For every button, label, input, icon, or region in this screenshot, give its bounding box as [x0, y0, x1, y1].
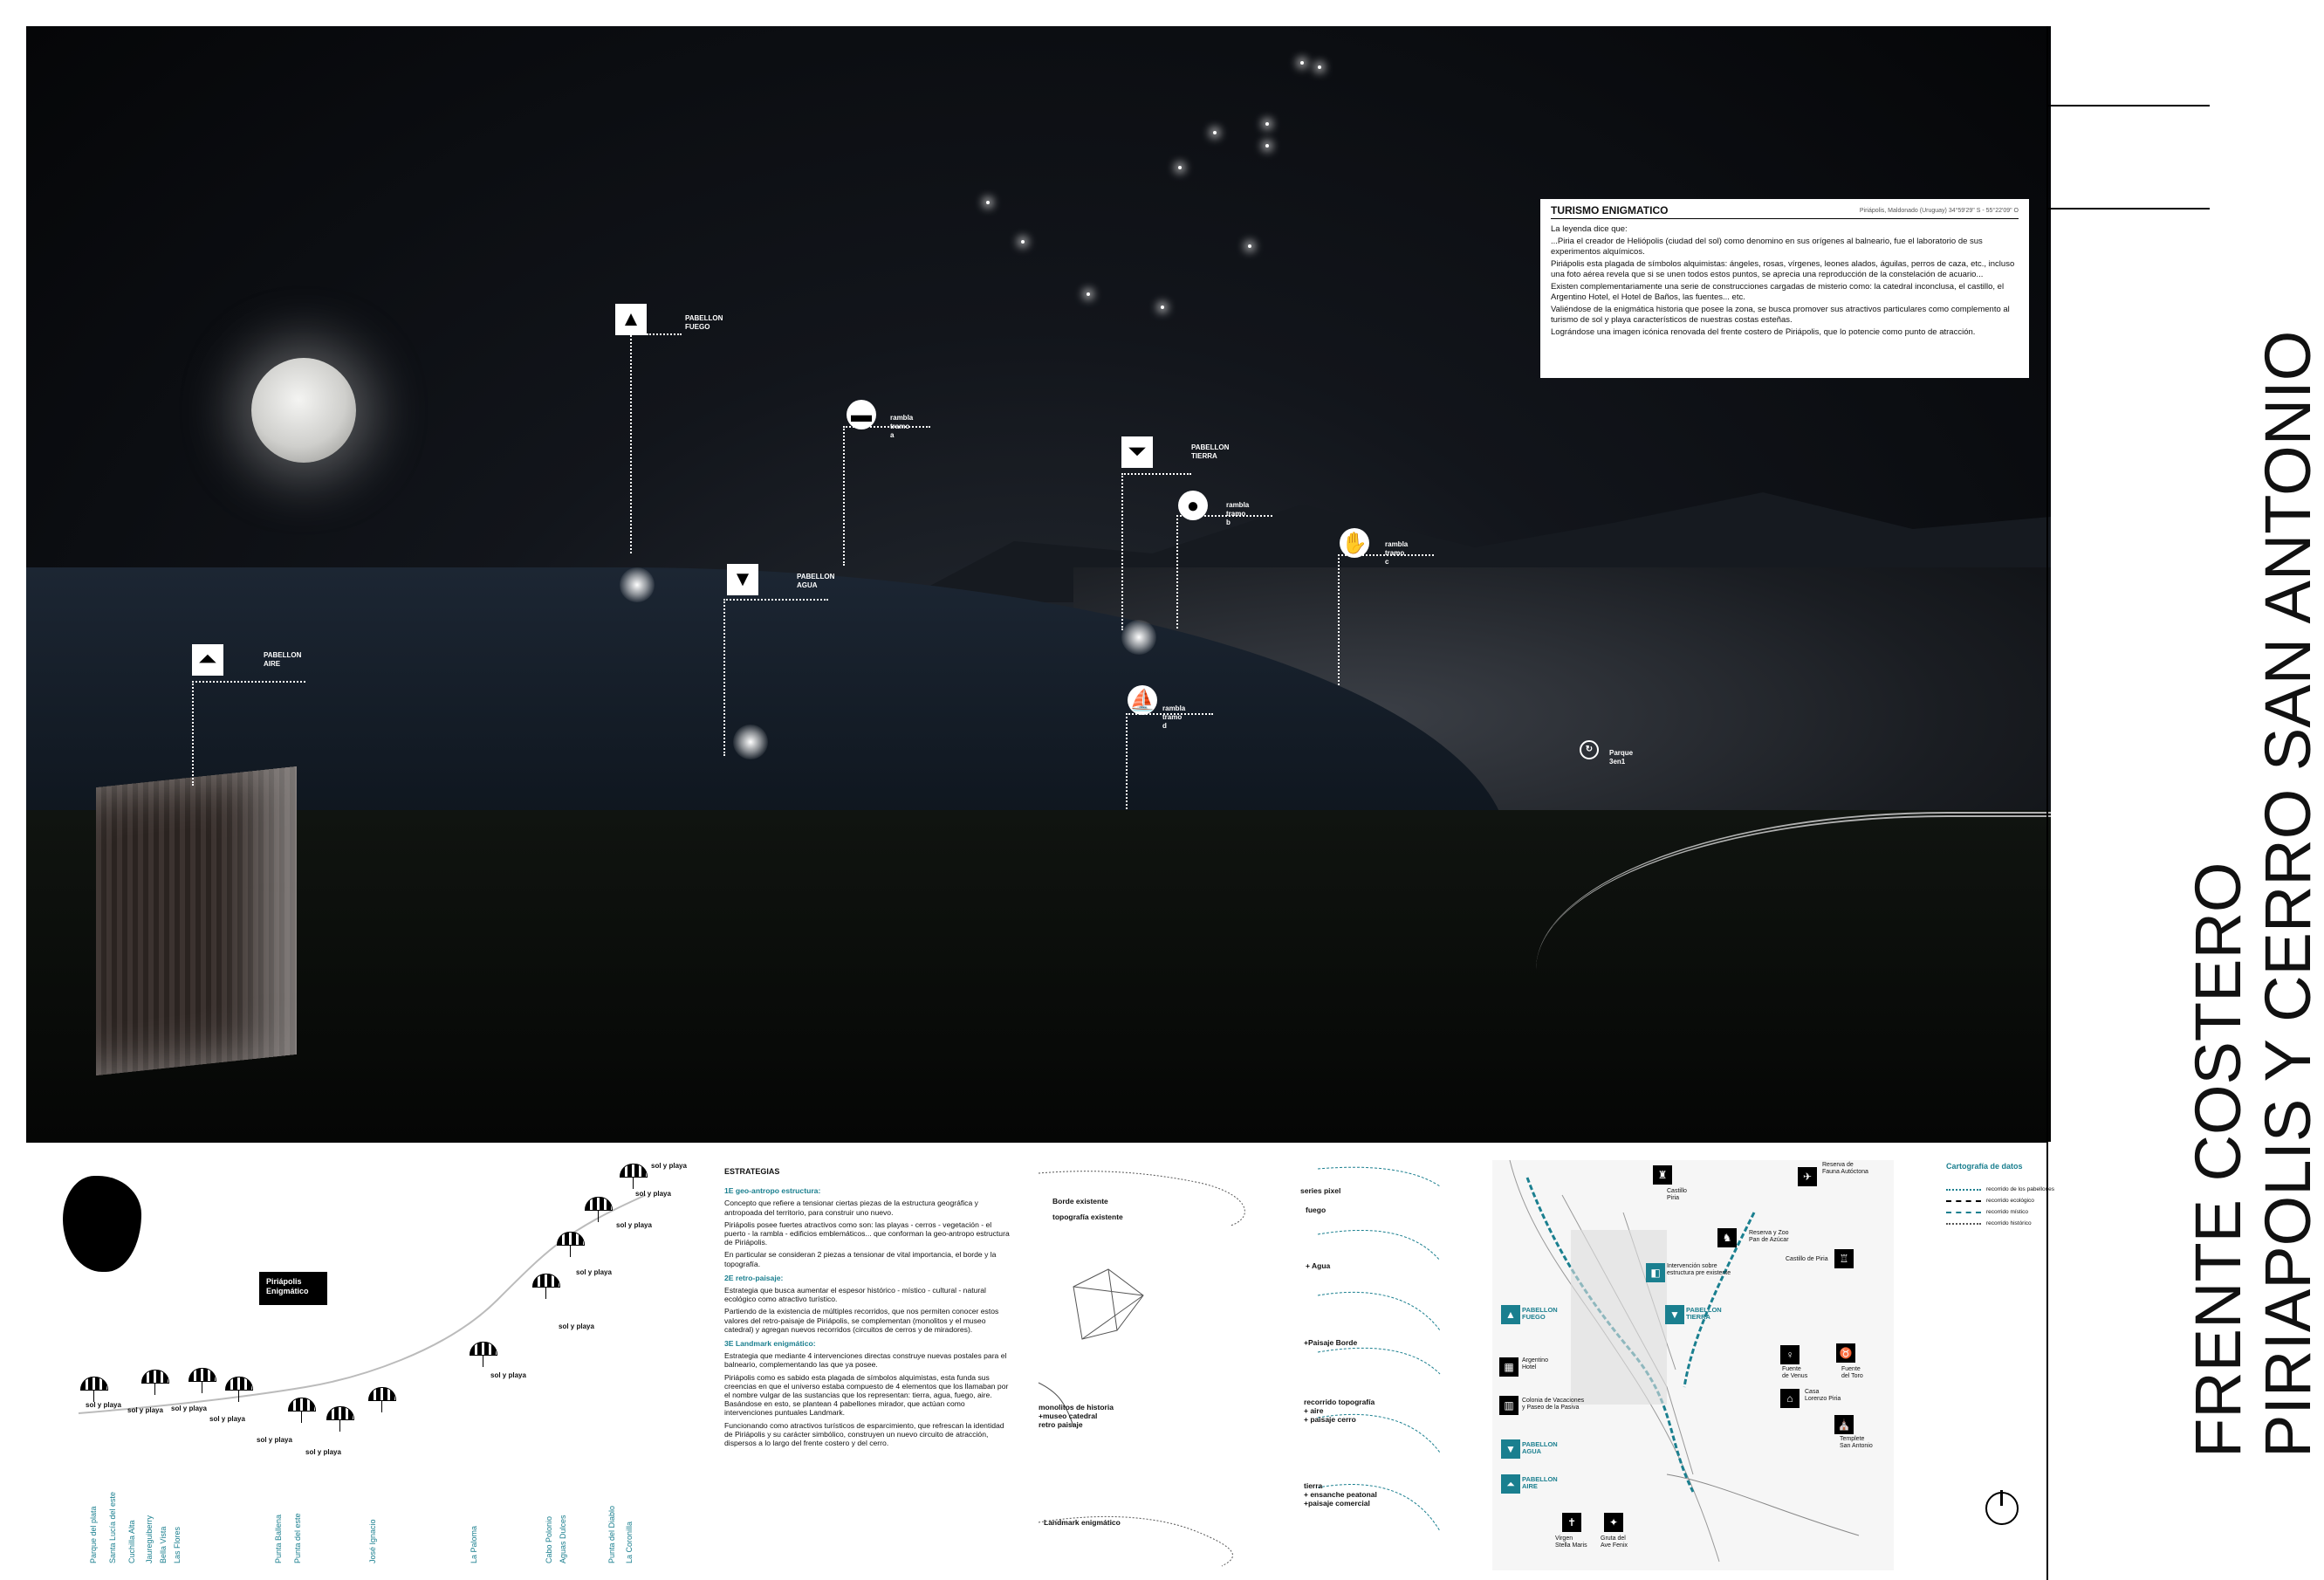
info-box — [1540, 199, 2029, 378]
map-label: Fuente de Venus — [1782, 1366, 1808, 1379]
diagram-label: Borde existente — [1052, 1197, 1108, 1206]
strategy-paragraph: Partiendo de la existencia de múltiples recorridos, que nos permiten conocer estos valores del retro-paisaje de Piriápolis, se complementan (monolitos y el museo catedral) y agregan nuevos recorridos (circuitos de cerros y de miradores). — [724, 1307, 999, 1334]
sol-y-playa: sol y playa — [616, 1221, 652, 1229]
sol-y-playa: sol y playa — [257, 1436, 292, 1444]
info-location: Piriápolis, Maldonado (Uruguay) 34°59'29" S - 55°22'09" O — [1859, 208, 2019, 214]
star — [1300, 61, 1304, 65]
map-label: Intervención sobre estructura pre existente — [1667, 1263, 1731, 1276]
umbrella-icon — [620, 1164, 648, 1178]
sol-y-playa: sol y playa — [490, 1371, 526, 1379]
sol-y-playa: sol y playa — [86, 1401, 121, 1409]
legend-swatch — [1946, 1223, 1981, 1225]
marker-label: rambla tramo c — [1385, 540, 1409, 566]
beach-label: Punta del Diablo — [607, 1505, 616, 1563]
legend-row — [1946, 1198, 2068, 1204]
page-title — [2183, 331, 2323, 1458]
beach-label: Bella Vista — [159, 1526, 168, 1563]
marker-rambla-a[interactable] — [847, 400, 914, 439]
legend-swatch — [1946, 1200, 1981, 1202]
beach-label: Cabo Polonio — [545, 1515, 553, 1563]
marker-label: rambla tramo d — [1162, 704, 1186, 730]
map-streets — [1492, 1160, 1894, 1570]
pabellon-aire-render — [96, 766, 297, 1075]
tower-icon: ♖ — [1834, 1249, 1854, 1268]
bull-icon: ♉ — [1836, 1343, 1855, 1363]
diagram-label: + Agua — [1306, 1261, 1331, 1270]
moon — [251, 358, 356, 463]
leader-line — [630, 335, 632, 553]
map-legend — [1946, 1162, 2068, 1232]
diagram-label: monolitos de historia +museo catedral retro paisaje — [1039, 1403, 1114, 1429]
info-p2: ...Piria el creador de Heliópolis (ciudad del sol) como denomino en sus orígenes al balneario, fue el laboratorio de sus experimentos alquímicos. — [1551, 237, 1983, 257]
sol-y-playa: sol y playa — [127, 1406, 163, 1414]
triangle-down-icon: ▼ — [1501, 1439, 1520, 1459]
legend-swatch — [1946, 1212, 1981, 1213]
leader-line — [1176, 515, 1272, 517]
leader-line — [723, 599, 828, 601]
marker-rambla-b[interactable] — [1178, 491, 1250, 526]
star — [986, 201, 990, 204]
strategy-paragraph: Concepto que refiere a tensionar ciertas piezas de la estructura geográfica y antropoada del territorio, para construir uno nuevo. — [724, 1199, 978, 1217]
diagram-label: fuego — [1306, 1206, 1327, 1214]
strategy-paragraph: Piriápolis posee fuertes atractivos como son: las playas - cerros - vegetación - el puerto - la rambla - edificios emblemáticos... que conforman la geo-antropo estructura de Piriápolis. — [724, 1219, 1010, 1247]
intervention-icon: ◧ — [1646, 1263, 1665, 1282]
diagram-column-1 — [1039, 1164, 1265, 1566]
beach-label: Santa Lucía del este — [108, 1491, 117, 1563]
marker-pabellon-tierra[interactable] — [1121, 436, 1230, 468]
diagram-label: recorrido topografía + aire + paisaje cerro — [1304, 1398, 1375, 1424]
marker-label: rambla tramo a — [890, 414, 914, 439]
sol-y-playa: sol y playa — [576, 1268, 612, 1276]
leader-line — [1338, 554, 1340, 685]
marker-rambla-d[interactable] — [1128, 685, 1186, 730]
info-title: TURISMO ENIGMATICO — [1551, 204, 1669, 216]
leader-line — [843, 426, 845, 566]
leader-line — [1176, 515, 1178, 629]
legend-label: recorrido de los pabellones — [1986, 1186, 2055, 1192]
marker-label: Parque 3en1 — [1609, 749, 1634, 766]
map-label: Argentino Hotel — [1522, 1357, 1548, 1370]
statue-icon: ♀ — [1780, 1345, 1800, 1364]
triangle-line-icon: ⏶ — [192, 644, 223, 676]
bird-icon: ✈ — [1798, 1167, 1817, 1186]
night-render — [26, 26, 2051, 1142]
city-map — [1492, 1160, 1894, 1570]
legend-row — [1946, 1220, 2068, 1226]
sol-y-playa: sol y playa — [559, 1322, 594, 1330]
strategy-paragraph: Funcionando como atractivos turísticos de esparcimiento, que refrescan la identidad de Piriápolis y su carácter simbólico, construyen un nuevo circuito de atracción, dispersos a lo largo del frente costero y del cerro. — [724, 1420, 1004, 1448]
triangle-up-icon: ▲ — [1501, 1305, 1520, 1324]
strategies-heading: ESTRATEGIAS — [724, 1167, 780, 1176]
map-label: Reserva de Fauna Autóctona — [1822, 1162, 1868, 1175]
marker-label: PABELLON AGUA — [797, 573, 835, 589]
marker-label: PABELLON TIERRA — [1191, 443, 1230, 460]
light-glow — [1121, 620, 1156, 655]
info-p1: La leyenda dice que: — [1551, 223, 1628, 234]
map-label: Templete San Antonio — [1840, 1436, 1873, 1449]
strategy-title: 3E Landmark enigmático: — [724, 1339, 816, 1349]
strategy-paragraph: Piriápolis como es sabido esta plagada de símbolos alquimistas, esta funda sus creencias en que el universo estaba compuesto de 4 elementos que los llamaban por el nombre vulgar de las sustancias que los representan: tierra, agua, fuego, aire. Basándose en esto, se plantean 4 pabellones mirador, que actúan como intervenciones puntuales Landmark. — [724, 1372, 1009, 1418]
sol-y-playa: sol y playa — [305, 1448, 341, 1456]
bottom-panels — [26, 1142, 2055, 1579]
star — [1178, 166, 1182, 169]
leader-line — [647, 333, 682, 335]
light-glow — [733, 725, 768, 759]
beach-label: Punta Ballena — [274, 1514, 283, 1563]
triangle-down-line-icon: ⏷ — [1121, 436, 1153, 468]
map-pavilion-label: PABELLON TIERRA — [1686, 1306, 1722, 1321]
leader-line — [192, 681, 305, 683]
marker-label: PABELLON FUEGO — [685, 314, 723, 331]
strategy-title: 1E geo-antropo estructura: — [724, 1186, 821, 1196]
castle-icon: ♜ — [1653, 1165, 1672, 1185]
star — [1248, 244, 1251, 248]
leader-line — [1121, 473, 1191, 475]
triangle-down-icon: ▼ — [727, 564, 758, 595]
building-icon: ▥ — [1499, 1396, 1518, 1415]
map-label: Gruta del Ave Fenix — [1601, 1535, 1628, 1549]
legend-label: recorrido histórico — [1986, 1220, 2032, 1226]
spiral-icon: ↻ — [1580, 740, 1599, 759]
leader-line — [192, 681, 194, 786]
person-icon: ● — [1178, 491, 1208, 520]
marker-pabellon-fuego[interactable] — [615, 304, 723, 335]
beach-label: Aguas Dulces — [559, 1515, 567, 1563]
beach-label: Cuchilla Alta — [127, 1520, 136, 1563]
info-p4: Existen complementariamente una serie de construcciones cargadas de misterio como: la catedral inconclusa, el castillo, el Argentino Hotel, el Hotel de Baños, las fuentes... etc. — [1551, 282, 2005, 302]
map-label: Castillo Piria — [1667, 1188, 1687, 1201]
leader-line — [723, 599, 725, 756]
legend-label: recorrido ecológico — [1986, 1198, 2034, 1204]
triangle-up-icon: ▲ — [615, 304, 647, 335]
marker-parque[interactable] — [1580, 740, 1634, 766]
star — [1265, 122, 1269, 126]
info-p6: Lográndose una imagen icónica renovada del frente costero de Piriápolis, que lo potencie como punto de atracción. — [1551, 327, 1976, 337]
beach-label: Punta del este — [293, 1513, 302, 1563]
pin-label: Piriápolis Enigmático — [266, 1277, 309, 1295]
beach-label: La Paloma — [470, 1525, 478, 1563]
legend-row — [1946, 1186, 2068, 1192]
power-icon — [1985, 1492, 2019, 1525]
sol-y-playa: sol y playa — [171, 1405, 207, 1412]
beach-label: Jaureguiberry — [145, 1515, 154, 1563]
legend-label: recorrido místico — [1986, 1209, 2029, 1215]
bus-icon: ▬ — [847, 400, 876, 429]
virgin-icon: ✝ — [1562, 1513, 1581, 1532]
house-icon: ⌂ — [1780, 1389, 1800, 1408]
marker-pabellon-aire[interactable] — [192, 644, 302, 676]
beach-label: La Coronilla — [625, 1521, 634, 1563]
map-label: Reserva y Zoo Pan de Azúcar — [1749, 1230, 1789, 1243]
legend-row — [1946, 1209, 2068, 1215]
legend-title: Cartografía de datos — [1946, 1162, 2023, 1171]
beach-label: Parque del plata — [89, 1506, 98, 1563]
leader-line — [1126, 713, 1213, 715]
map-label: Castillo de Piria — [1786, 1256, 1828, 1262]
marker-pabellon-agua[interactable] — [727, 564, 835, 595]
marker-rambla-c[interactable] — [1340, 528, 1409, 566]
leader-line — [1121, 473, 1123, 630]
map-pavilion-label: PABELLON AGUA — [1522, 1440, 1558, 1455]
marker-label: PABELLON AIRE — [264, 651, 302, 668]
map-label: Colonia de Vacaciones y Paseo de la Pasiva — [1522, 1398, 1585, 1411]
sailboat-icon: ⛵ — [1128, 685, 1157, 715]
diagram-label: +Paisaje Borde — [1304, 1338, 1358, 1347]
map-pavilion-label: PABELLON FUEGO — [1522, 1306, 1558, 1321]
map-label: Fuente del Toro — [1841, 1366, 1863, 1379]
title-line-2: PIRIAPOLIS Y CERRO SAN ANTONIO — [2252, 330, 2324, 1458]
info-p5: Valiéndose de la enigmática historia que posee la zona, se busca promover sus atractivos particulares como complemento al turismo de sol y playa característicos de nuestras costas esteñas. — [1551, 305, 2010, 325]
strategy-paragraph: En particular se consideran 2 piezas a tensionar de vital importancia, el borde y la topografía. — [724, 1250, 997, 1268]
strategies-text — [724, 1167, 1012, 1451]
sol-y-playa: sol y playa — [651, 1162, 687, 1170]
triangle-down-line-icon: ▼ — [1665, 1305, 1684, 1324]
sol-y-playa: sol y playa — [209, 1415, 245, 1423]
info-p3: Piriápolis esta plagada de símbolos alquimistas: ángeles, rosas, vírgenes, leones alados, águilas, perros de caza, etc., incluso una foto aérea revela que si se unen todos estos puntos, se aprecia una reproducción de la constelación de acuario... — [1551, 259, 2015, 279]
star — [1213, 131, 1217, 134]
strategy-title: 2E retro-paisaje: — [724, 1273, 784, 1282]
marker-label: rambla tramo b — [1226, 501, 1250, 526]
beach-label: Las Flores — [173, 1526, 182, 1563]
deer-icon: ♞ — [1717, 1228, 1737, 1247]
phoenix-icon: ✦ — [1604, 1513, 1623, 1532]
star — [1318, 65, 1321, 69]
divider — [2048, 105, 2210, 106]
sol-y-playa: sol y playa — [635, 1190, 671, 1198]
map-label: Casa Lorenzo Piria — [1805, 1389, 1841, 1402]
triangle-line-icon: ⏶ — [1501, 1474, 1520, 1494]
legend-swatch — [1946, 1189, 1981, 1191]
beach-label: José Ignacio — [368, 1519, 377, 1563]
map-pavilion-label: PABELLON AIRE — [1522, 1475, 1558, 1490]
star — [1265, 144, 1269, 148]
leader-line — [843, 426, 930, 428]
star — [1021, 240, 1025, 244]
light-glow — [620, 567, 655, 602]
star — [1087, 292, 1090, 296]
map-label: Virgen Stella Maris — [1555, 1535, 1587, 1549]
leader-line — [1126, 713, 1128, 809]
diagram-label: Landmark enigmático — [1044, 1518, 1121, 1527]
title-strip — [2046, 26, 2324, 1580]
diagram-label: tierra + ensanche peatonal +paisaje comercial — [1304, 1481, 1377, 1508]
divider — [2048, 208, 2210, 210]
diagram-label: topografía existente — [1052, 1212, 1123, 1221]
diagram-label: series pixel — [1300, 1186, 1341, 1195]
building-icon: ▦ — [1499, 1357, 1518, 1377]
temple-icon: ⛪ — [1834, 1415, 1854, 1434]
title-line-1: FRENTE COSTERO — [2182, 862, 2254, 1458]
star — [1161, 306, 1164, 309]
strategy-paragraph: Estrategia que busca aumentar el espesor histórico - místico - cultural - natural ecológico como atractivo turístico. — [724, 1286, 986, 1304]
hand-icon: ✋ — [1340, 528, 1369, 558]
leader-line — [1338, 554, 1434, 556]
strategy-paragraph: Estrategia que mediante 4 intervenciones directas construye nuevas postales para el balneario, complementando las que ya posee. — [724, 1351, 1007, 1370]
info-header — [1551, 206, 2019, 219]
